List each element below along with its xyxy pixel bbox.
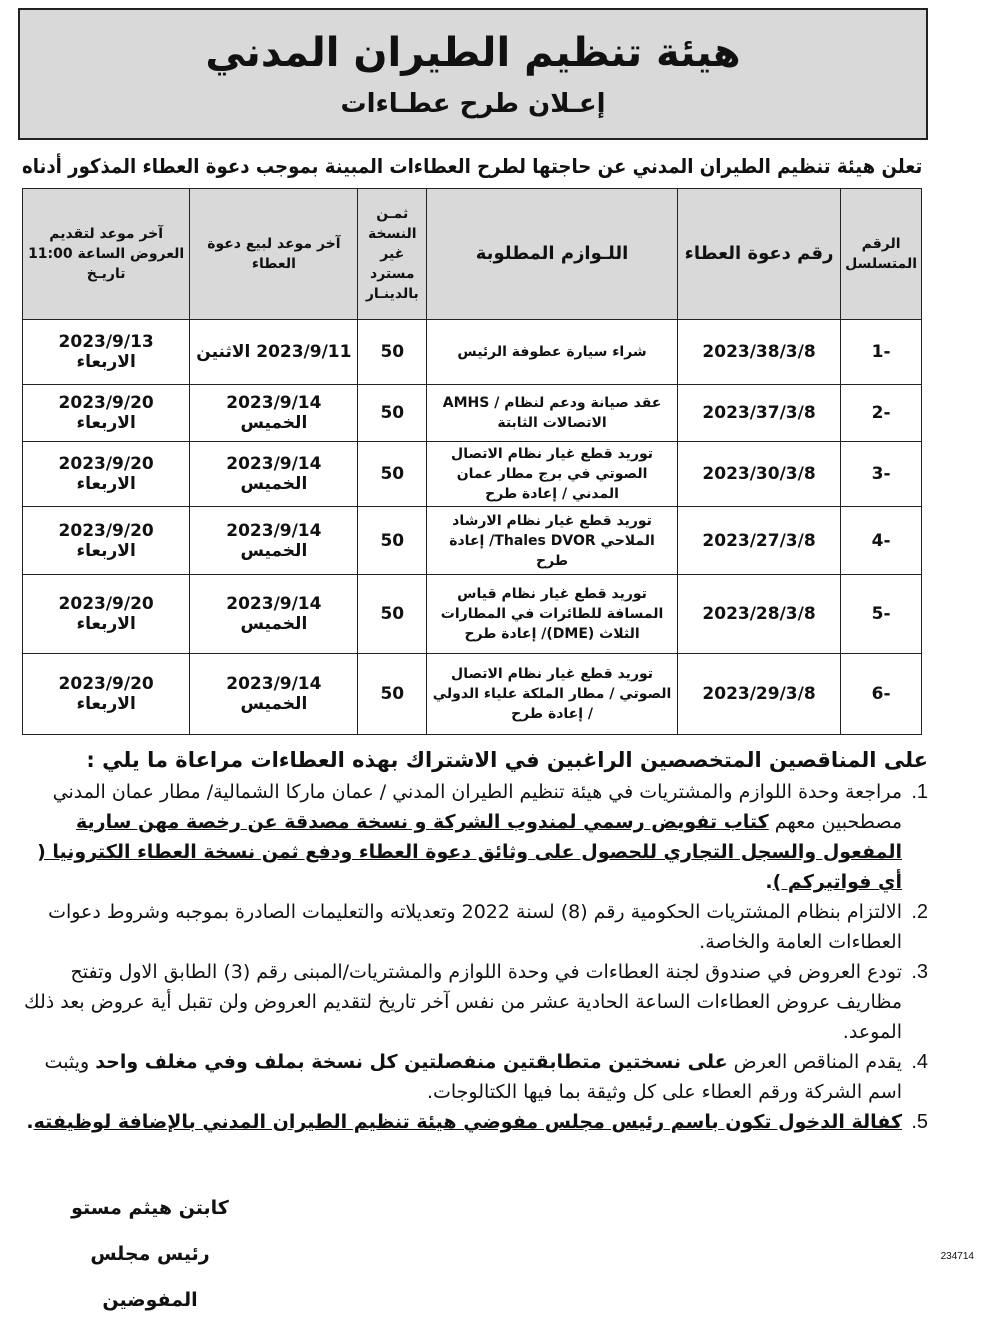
header-box — [18, 8, 928, 140]
cell-price: 50 — [358, 575, 427, 654]
cell-sale-deadline: 2023/9/14 الخميس — [190, 654, 358, 735]
cell-number: 2023/30/3/8 — [677, 442, 840, 507]
table-row — [23, 442, 922, 507]
cell-submit-deadline: 2023/9/20 الاربعاء — [23, 654, 190, 735]
cell-submit-deadline: 2023/9/20 الاربعاء — [23, 575, 190, 654]
cell-serial: -1 — [841, 320, 922, 385]
condition-item — [22, 897, 928, 957]
cell-submit-deadline: 2023/9/20 الاربعاء — [23, 385, 190, 442]
item-number: 3. — [911, 961, 928, 983]
intro-text: تعلن هيئة تنظيم الطيران المدني عن حاجتها لطرح العطاءات المبينة بموجب دعوة العطاء المذكور أدناه — [21, 154, 922, 178]
table-row — [23, 385, 922, 442]
text: مراجعة وحدة اللوازم والمشتريات في هيئة تنظيم الطيران المدني / عمان ماركا الشمالية/ مطار عمان المدني مصطحبين معهم — [52, 781, 902, 833]
text: ويثبت اسم الشركة ورقم العطاء على كل وثيقة بما فيها الكتالوجات. — [44, 1051, 902, 1103]
cell-serial: -2 — [841, 385, 922, 442]
table-row — [23, 507, 922, 575]
table-header-row — [23, 189, 922, 320]
table-row — [23, 575, 922, 654]
cell-price: 50 — [358, 385, 427, 442]
item-number: 1. — [911, 781, 928, 803]
item-number: 2. — [911, 901, 928, 923]
conditions-heading: على المناقصين المتخصصين الراغبين في الاشتراك بهذه العطاءات مراعاة ما يلي : — [86, 748, 928, 772]
text: تودع العروض في صندوق لجنة العطاءات في وحدة اللوازم والمشتريات/المبنى رقم (3) الطابق الاول وتفتح مظاريف عروض العطاءات الساعة الحادية عشر من نفس آخر تاريخ لتقديم العروض ولن تقبل أية عروض بعد ذلك الموعد. — [23, 961, 902, 1043]
cell-number: 2023/29/3/8 — [677, 654, 840, 735]
condition-item — [22, 1047, 928, 1107]
condition-item — [22, 777, 928, 897]
cell-submit-deadline: 2023/9/13 الاربعاء — [23, 320, 190, 385]
cell-price: 50 — [358, 507, 427, 575]
cell-item: توريد قطع غيار نظام الاتصال الصوتي / مطار الملكة علياء الدولي / إعادة طرح — [427, 654, 678, 735]
cell-item: توريد قطع غيار نظام الاتصال الصوتي في برج مطار عمان المدني / إعادة طرح — [427, 442, 678, 507]
table-row — [23, 320, 922, 385]
signatory-role: رئيس مجلس المفوضين — [90, 1243, 210, 1311]
cell-submit-deadline: 2023/9/20 الاربعاء — [23, 442, 190, 507]
cell-sale-deadline: 2023/9/14 الخميس — [190, 507, 358, 575]
tenders-table — [22, 188, 922, 735]
emphasis: كتاب تفويض رسمي لمندوب الشركة و نسخة مصدقة عن رخصة مهن سارية المفعول والسجل التجاري للحصول على وثائق دعوة العطاء ودفع ثمن نسخة العطاء الكترونيا ( أي فواتيركم ) — [37, 811, 902, 893]
signatory-name: كابتن هيثم مستو — [71, 1197, 229, 1219]
page-title: هيئة تنظيم الطيران المدني — [205, 30, 741, 76]
cell-serial: -5 — [841, 575, 922, 654]
cell-serial: -3 — [841, 442, 922, 507]
header-number: رقم دعوة العطاء — [677, 189, 840, 320]
text: . — [26, 1111, 34, 1133]
emphasis: على نسختين متطابقتين منفصلتين كل نسخة بملف وفي مغلف واحد — [95, 1051, 728, 1073]
text: الالتزام بنظام المشتريات الحكومية رقم (8) لسنة 2022 وتعديلاته والتعليمات الصادرة بموجبه وشروط دعوات العطاءات العامة والخاصة. — [48, 901, 902, 953]
header-price: ثمـن النسخة غير مسترد بالدينـار — [358, 189, 427, 320]
emphasis: كفالة الدخول تكون باسم رئيس مجلس مفوضي هيئة تنظيم الطيران المدني بالإضافة لوظيفته — [33, 1111, 902, 1133]
cell-number: 2023/37/3/8 — [677, 385, 840, 442]
page-subtitle: إعـلان طرح عطـاءات — [340, 89, 606, 119]
header-sale-deadline: آخر موعد لبيع دعوة العطاء — [190, 189, 358, 320]
text: . — [765, 871, 773, 893]
item-number: 4. — [911, 1051, 928, 1073]
cell-number: 2023/38/3/8 — [677, 320, 840, 385]
condition-item — [22, 1107, 928, 1137]
cell-item: شراء سيارة عطوفة الرئيس — [427, 320, 678, 385]
header-items: اللـوازم المطلوبة — [427, 189, 678, 320]
cell-item: توريد قطع غيار نظام الارشاد الملاحي Thales DVOR/ إعادة طرح — [427, 507, 678, 575]
header-serial: الرقم المتسلسل — [841, 189, 922, 320]
cell-number: 2023/27/3/8 — [677, 507, 840, 575]
cell-item: توريد قطع غيار نظام قياس المسافة للطائرات في المطارات الثلاث (DME)/ إعادة طرح — [427, 575, 678, 654]
cell-serial: -6 — [841, 654, 922, 735]
cell-sale-deadline: 2023/9/14 الخميس — [190, 385, 358, 442]
cell-sale-deadline: 2023/9/14 الخميس — [190, 575, 358, 654]
cell-sale-deadline: 2023/9/14 الخميس — [190, 442, 358, 507]
cell-serial: -4 — [841, 507, 922, 575]
ad-reference-number: 234714 — [940, 1251, 974, 1262]
signature — [40, 1185, 260, 1323]
cell-price: 50 — [358, 654, 427, 735]
header-submit-deadline: آخر موعد لتقديم العروض الساعة 11:00 تاريـخ — [23, 189, 190, 320]
cell-price: 50 — [358, 442, 427, 507]
cell-number: 2023/28/3/8 — [677, 575, 840, 654]
cell-price: 50 — [358, 320, 427, 385]
cell-item: عقد صيانة ودعم لنظام / AMHS الاتصالات الثابتة — [427, 385, 678, 442]
condition-item — [22, 957, 928, 1047]
cell-sale-deadline: 2023/9/11 الاثنين — [190, 320, 358, 385]
text: يقدم المناقص العرض — [727, 1051, 902, 1073]
item-number: 5. — [911, 1111, 928, 1133]
conditions — [22, 745, 928, 1137]
table-row — [23, 654, 922, 735]
cell-submit-deadline: 2023/9/20 الاربعاء — [23, 507, 190, 575]
